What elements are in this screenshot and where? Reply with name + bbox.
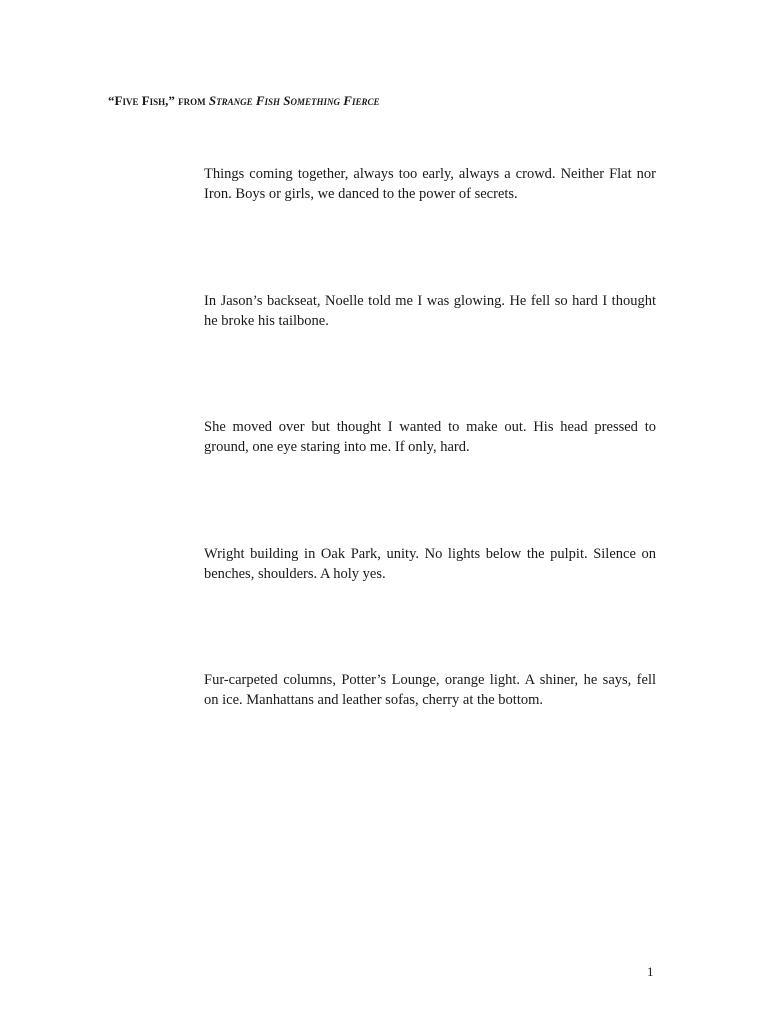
stanza-line: Iron. Boys or girls, we danced to the power of secrets. <box>204 185 518 202</box>
stanza-line: Things coming together, always too early, always a crowd. Neither Flat nor <box>204 166 656 182</box>
stanza-3 <box>204 418 656 457</box>
stanza-line: Wright building in Oak Park, unity. No lights below the pulpit. Silence on <box>204 546 656 562</box>
stanza-5 <box>204 671 656 710</box>
page-title <box>108 93 379 109</box>
stanza-line: She moved over but thought I wanted to make out. His head pressed to <box>204 419 656 435</box>
stanza-1 <box>204 165 656 204</box>
book-title: Strange Fish Something Fierce <box>208 93 380 108</box>
stanza-line: benches, shoulders. A holy yes. <box>204 565 386 582</box>
stanza-line: on ice. Manhattans and leather sofas, cherry at the bottom. <box>204 691 544 708</box>
stanza-line: In Jason’s backseat, Noelle told me I was glowing. He fell so hard I thought <box>204 293 656 309</box>
stanza-line: ground, one eye staring into me. If only, hard. <box>204 438 470 455</box>
title-prefix: “Five Fish,” from <box>108 93 209 108</box>
stanza-line: Fur-carpeted columns, Potter’s Lounge, orange light. A shiner, he says, fell <box>204 672 656 688</box>
stanza-4 <box>204 545 656 584</box>
stanza-2 <box>204 292 656 331</box>
stanza-line: he broke his tailbone. <box>204 312 329 329</box>
page-number: 1 <box>647 964 654 979</box>
